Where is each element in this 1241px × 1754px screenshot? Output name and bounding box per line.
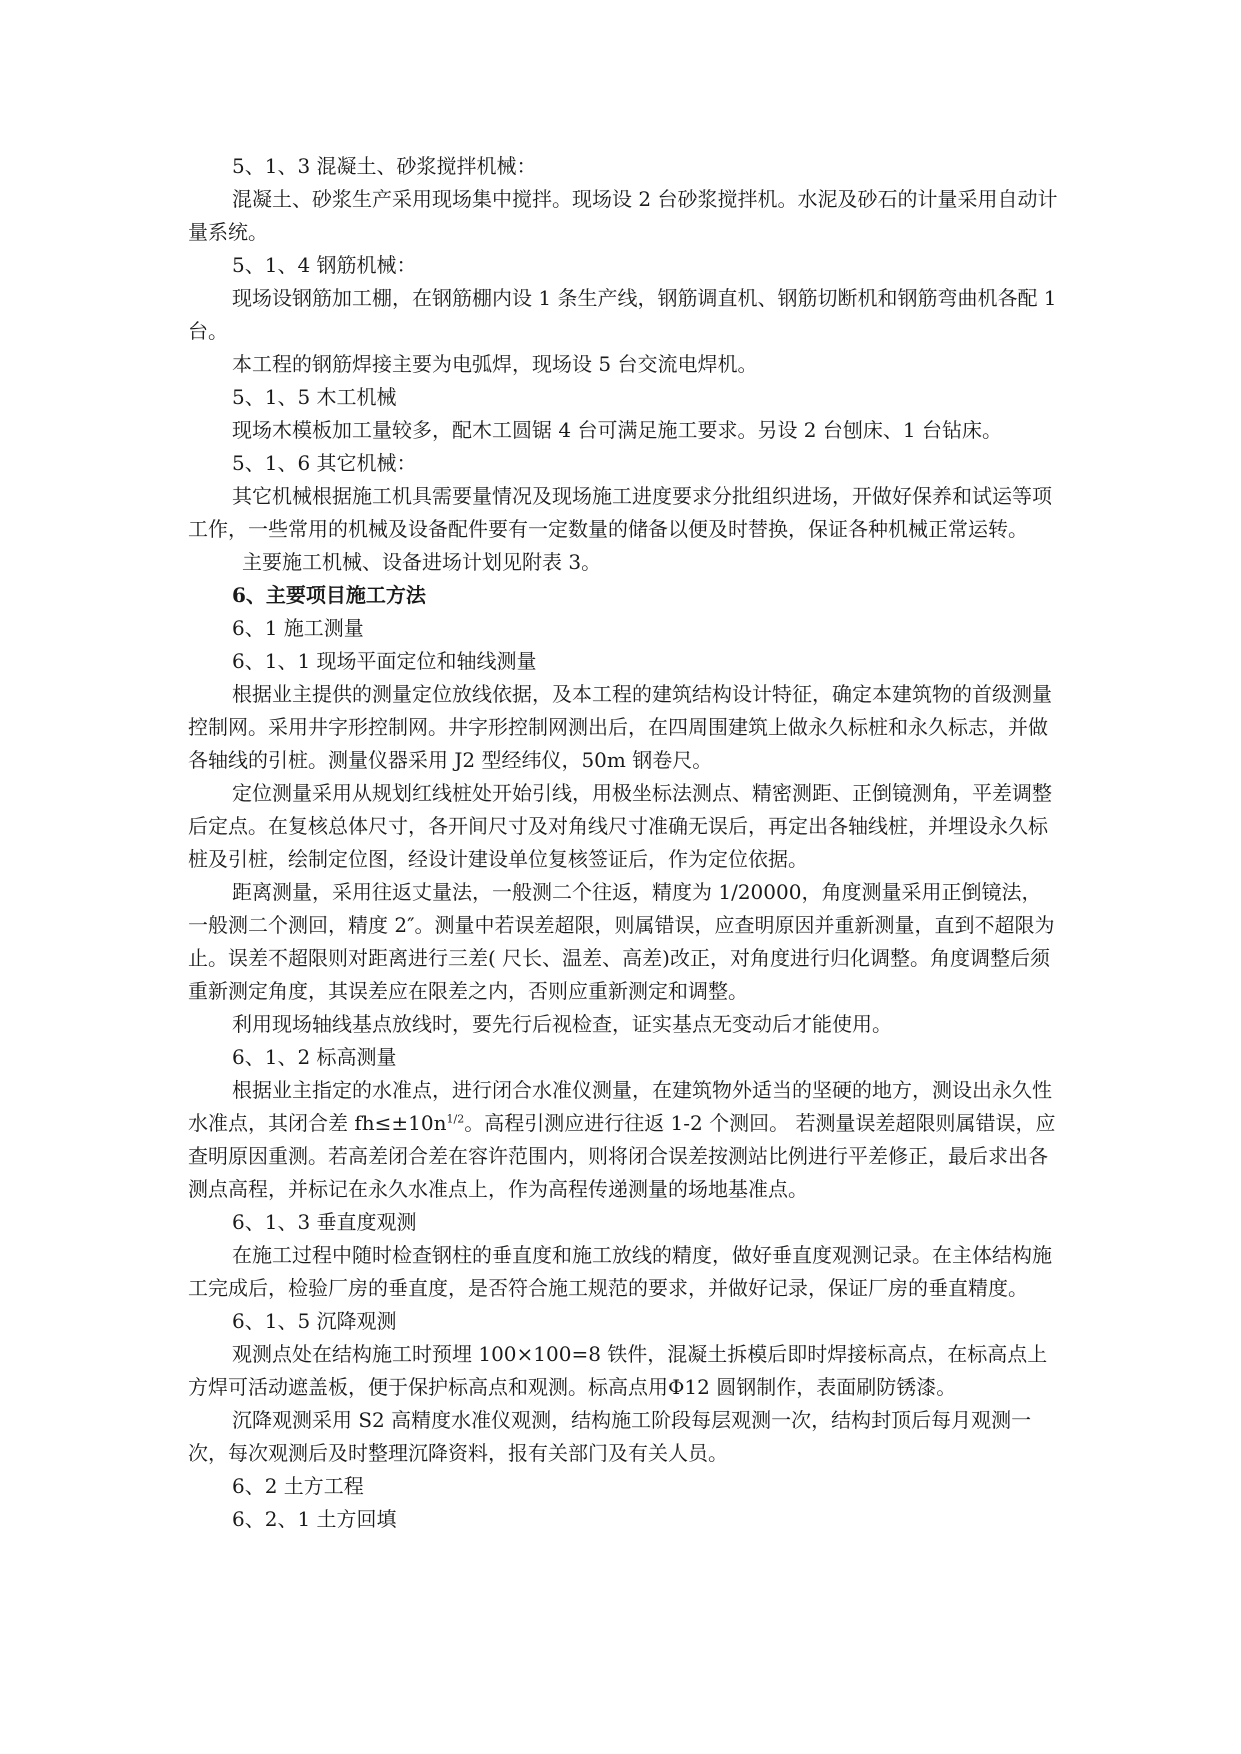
section-heading-6-2: 6、2 土方工程 [232, 1474, 364, 1498]
section-heading-6-1-3: 6、1、3 垂直度观测 [232, 1210, 417, 1234]
section-heading-6-1: 6、1 施工测量 [232, 616, 364, 640]
paragraph-distance-measurement: 距离测量，采用往返丈量法，一般测二个往返，精度为 1/20000，角度测量采用正倒镜法， 一般测二个测回，精度 2″。测量中若误差超限，则属错误，应查明原因并重新测量，直到不超限为止。误差不超限则对距离进行三差( 尺长、温差、高差)改正，对角度进行归化调整。角度调整后须重新测定角度，其误差应在限差之内，否则应重新测定和调整。 [188, 880, 1055, 1003]
paragraph-rebar-shed: 现场设钢筋加工棚，在钢筋棚内设 1 条生产线，钢筋调直机、钢筋切断机和钢筋弯曲机各配 1 台。 [188, 286, 1057, 343]
paragraph-rebar-welding: 本工程的钢筋焊接主要为电弧焊，现场设 5 台交流电焊机。 [232, 352, 758, 376]
paragraph-observation-points: 观测点处在结构施工时预埋 100×100=8 铁件，混凝土拆模后即时焊接标高点，在标高点上方焊可活动遮盖板，便于保护标高点和观测。标高点用Φ12 圆钢制作，表面刷防锈漆。 [188, 1342, 1048, 1399]
paragraph-other-machinery: 其它机械根据施工机具需要量情况及现场施工进度要求分批组织进场，开做好保养和试运等项工作，一些常用的机械及设备配件要有一定数量的储备以便及时替换，保证各种机械正常运转。 [188, 484, 1052, 541]
paragraph-verticality: 在施工过程中随时检查钢柱的垂直度和施工放线的精度，做好垂直度观测记录。在主体结构施工完成后，检验厂房的垂直度，是否符合施工规范的要求，并做好记录，保证厂房的垂直精度。 [188, 1243, 1052, 1300]
section-heading-6-1-1: 6、1、1 现场平面定位和轴线测量 [232, 649, 537, 673]
section-heading-5-1-6: 5、1、6 其它机械： [232, 451, 417, 475]
section-heading-6-2-1: 6、2、1 土方回填 [232, 1507, 397, 1531]
paragraph-positioning: 定位测量采用从规划红线桩处开始引线，用极坐标法测点、精密测距、正倒镜测角，平差调整后定点。在复核总体尺寸，各开间尺寸及对角线尺寸准确无误后，再定出各轴线桩，并埋设永久标桩及引桩，绘制定位图，经设计建设单位复核签证后，作为定位依据。 [188, 781, 1052, 871]
section-heading-5-1-5: 5、1、5 木工机械 [232, 385, 397, 409]
document-page [188, 150, 1058, 1536]
chapter-heading-6: 6、主要项目施工方法 [232, 583, 426, 607]
paragraph-elevation [188, 1074, 1058, 1206]
paragraph-axis-check: 利用现场轴线基点放线时，要先行后视检查，证实基点无变动后才能使用。 [232, 1012, 892, 1036]
section-heading-6-1-5: 6、1、5 沉降观测 [232, 1309, 397, 1333]
elevation-text-b: 。高程引测应进行往返 1-2 个测回。 若测量误差超限则属错误，应查明原因重测。若高差闭合差在容许范围内，则将闭合误差按测站比例进行平差修正，最后求出各测点高程，并标记在永久水准点上，作为高程传递测量的场地基准点。 [188, 1111, 1056, 1201]
paragraph-woodwork: 现场木模板加工量较多，配木工圆锯 4 台可满足施工要求。另设 2 台刨床、1 台钻床。 [232, 418, 1002, 442]
paragraph-settlement: 沉降观测采用 S2 高精度水准仪观测，结构施工阶段每层观测一次，结构封顶后每月观测一次，每次观测后及时整理沉降资料，报有关部门及有关人员。 [188, 1408, 1032, 1465]
section-heading-5-1-4: 5、1、4 钢筋机械： [232, 253, 417, 277]
paragraph-appendix-ref: 主要施工机械、设备进场计划见附表 3。 [242, 550, 602, 574]
section-heading-5-1-3: 5、1、3 混凝土、砂浆搅拌机械： [232, 154, 537, 178]
paragraph-control-network: 根据业主提供的测量定位放线依据，及本工程的建筑结构设计特征，确定本建筑物的首级测量控制网。采用井字形控制网。井字形控制网测出后，在四周围建筑上做永久标桩和永久标志，并做各轴线的引桩。测量仪器采用 J2 型经纬仪，50m 钢卷尺。 [188, 682, 1052, 772]
section-heading-6-1-2: 6、1、2 标高测量 [232, 1045, 397, 1069]
elevation-superscript: 1/2 [446, 1112, 465, 1126]
elevation-text-a: 根据业主指定的水准点，进行闭合水准仪测量，在建筑物外适当的坚硬的地方，测设出永久性水准点，其闭合差 fh≤±10n [188, 1078, 1052, 1135]
paragraph-mixing: 混凝土、砂浆生产采用现场集中搅拌。现场设 2 台砂浆搅拌机。水泥及砂石的计量采用自动计量系统。 [188, 187, 1058, 244]
